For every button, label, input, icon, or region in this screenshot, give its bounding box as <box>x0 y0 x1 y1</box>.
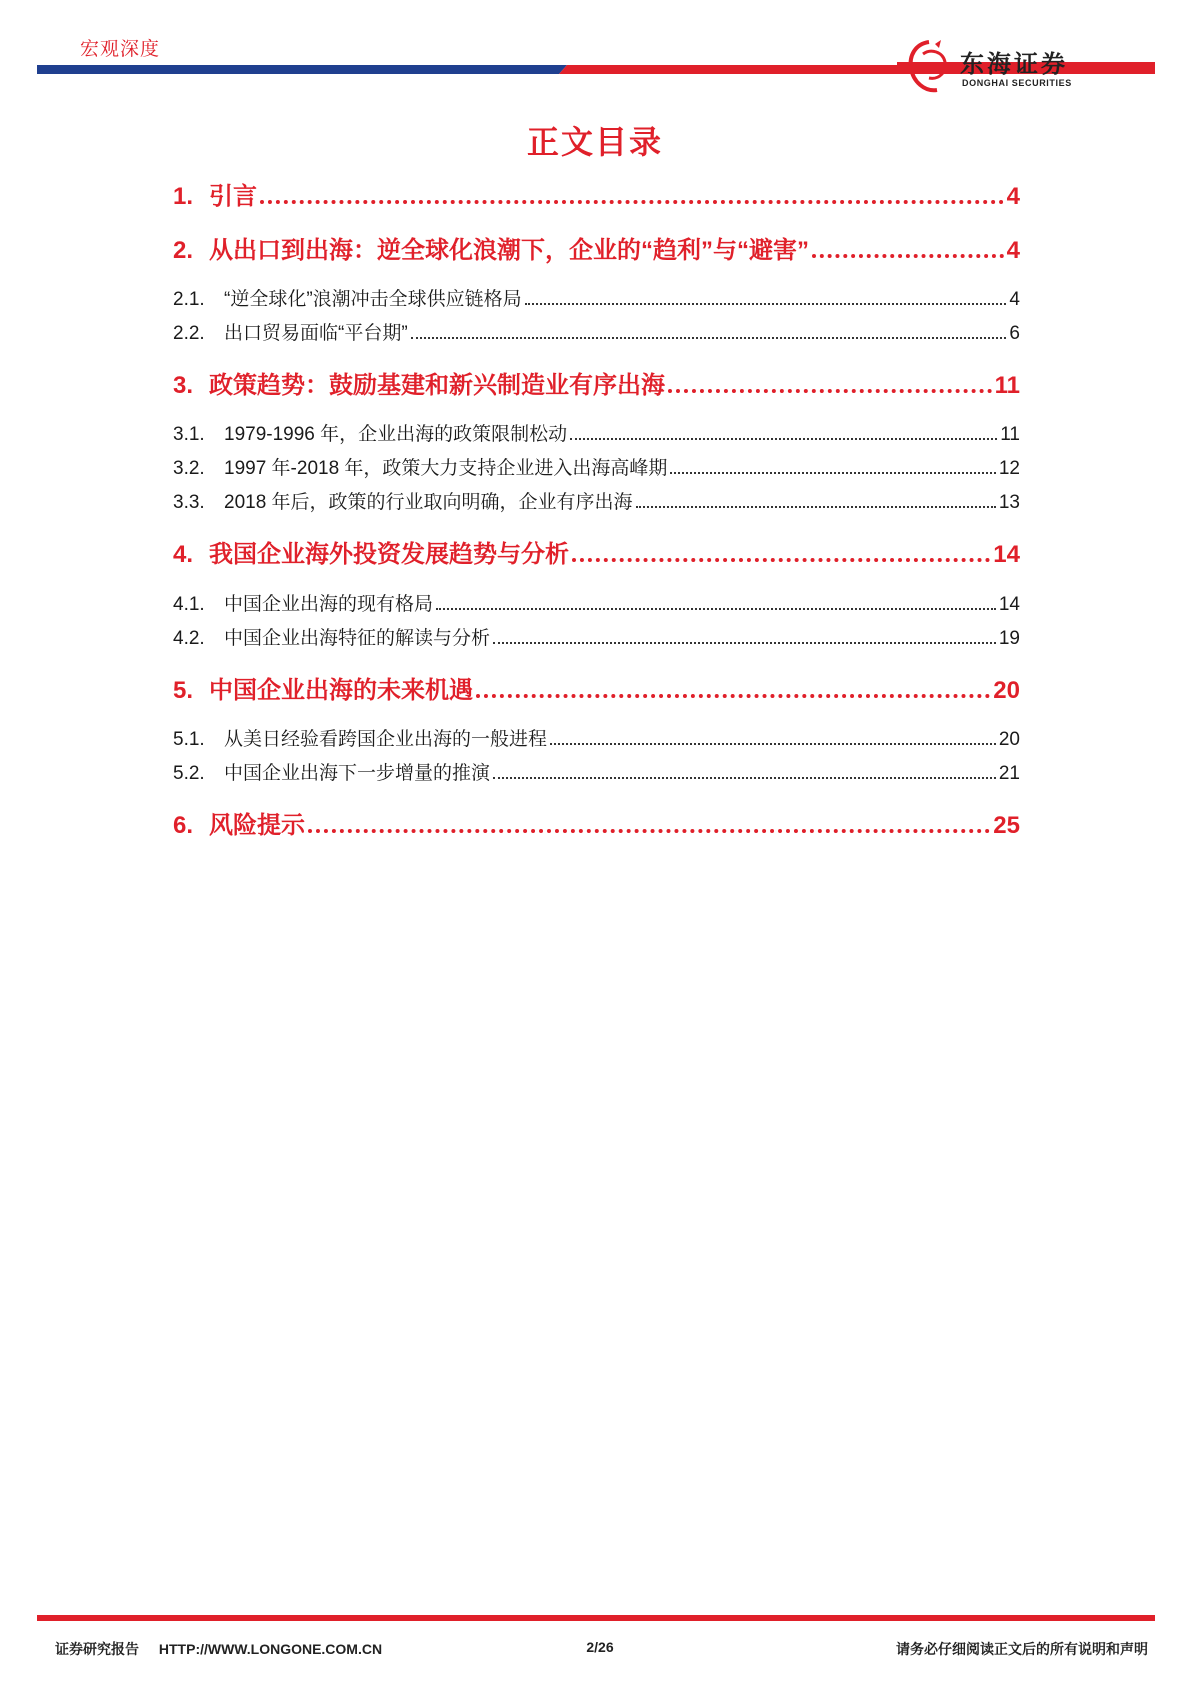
toc-entry[interactable] <box>173 534 1020 569</box>
toc-number: 4. <box>173 541 194 568</box>
toc-leader-dots <box>572 558 990 562</box>
footer-report-type: 证券研究报告 <box>55 1641 139 1657</box>
toc-number: 3. <box>173 372 194 399</box>
toc-number: 5.2. <box>173 763 205 784</box>
toc-title: 政策趋势：鼓励基建和新兴制造业有序出海 <box>209 372 665 399</box>
toc-leader-dots <box>668 389 992 393</box>
toc-leader-dots <box>493 777 996 779</box>
toc-leader-dots <box>636 506 996 508</box>
toc-page-number: 11 <box>994 372 1020 399</box>
toc-number: 1. <box>173 183 194 210</box>
toc-leader-dots <box>670 472 995 474</box>
toc-title: 1997 年-2018 年，政策大力支持企业进入出海高峰期 <box>224 458 668 479</box>
toc-leader-dots <box>550 743 996 745</box>
toc-leader-dots <box>525 303 1007 305</box>
toc-title: 引言 <box>209 183 257 210</box>
toc-title: 从美日经验看跨国企业出海的一般进程 <box>224 729 548 750</box>
toc-number: 3.3. <box>173 492 205 513</box>
toc-leader-dots <box>476 694 990 698</box>
toc-page-number: 11 <box>1000 424 1020 445</box>
toc-entry[interactable] <box>173 176 1020 211</box>
toc-title: 出口贸易面临“平台期” <box>224 323 408 344</box>
toc-leader-dots <box>436 608 996 610</box>
toc-page-number: 21 <box>998 763 1020 784</box>
header-bar-blue <box>37 65 567 74</box>
toc-entry[interactable] <box>173 758 1020 785</box>
toc-page-number: 4 <box>1006 237 1020 264</box>
toc-title: “逆全球化”浪潮冲击全球供应链格局 <box>224 289 522 310</box>
toc-entry[interactable] <box>173 487 1020 514</box>
toc-entry[interactable] <box>173 318 1020 345</box>
toc-entry[interactable] <box>173 589 1020 616</box>
toc-number: 5.1. <box>173 729 205 750</box>
toc-entry[interactable] <box>173 284 1020 311</box>
toc-page-number: 20 <box>998 729 1020 750</box>
toc-page-number: 12 <box>998 458 1020 479</box>
footer-website-link[interactable]: HTTP://WWW.LONGONE.COM.CN <box>158 1641 383 1657</box>
toc-entry[interactable] <box>173 805 1020 840</box>
toc-entry[interactable] <box>173 230 1020 265</box>
toc-leader-dots <box>812 254 1004 258</box>
toc-number: 3.1. <box>173 424 205 445</box>
toc-title: 我国企业海外投资发展趋势与分析 <box>209 541 569 568</box>
toc-number: 5. <box>173 677 194 704</box>
toc-page-number: 25 <box>993 812 1020 839</box>
footer-page-indicator: 2/26 <box>586 1639 614 1655</box>
toc-leader-dots <box>570 438 997 440</box>
toc-entry[interactable] <box>173 365 1020 400</box>
toc-page-number: 19 <box>998 628 1020 649</box>
toc-title: 2018 年后，政策的行业取向明确，企业有序出海 <box>224 492 633 513</box>
toc-number: 3.2. <box>173 458 205 479</box>
toc-leader-dots <box>411 337 1007 339</box>
toc-leader-dots <box>493 642 996 644</box>
toc-title: 中国企业出海的现有格局 <box>224 594 434 615</box>
toc-title: 中国企业出海下一步增量的推演 <box>224 763 491 784</box>
toc-title: 中国企业出海特征的解读与分析 <box>224 628 491 649</box>
toc-entry[interactable] <box>173 724 1020 751</box>
toc-number: 6. <box>173 812 194 839</box>
toc-number: 4.2. <box>173 628 205 649</box>
toc-page-number: 14 <box>998 594 1020 615</box>
toc-leader-dots <box>260 200 1004 204</box>
report-category: 宏观深度 <box>80 39 161 60</box>
toc-page-number: 20 <box>993 677 1020 704</box>
company-logo <box>905 38 1072 96</box>
dragon-emblem-icon <box>905 38 953 96</box>
toc-leader-dots <box>308 829 990 833</box>
toc-title: 风险提示 <box>209 812 305 839</box>
toc-entry[interactable] <box>173 670 1020 705</box>
toc-title: 1979-1996 年，企业出海的政策限制松动 <box>224 424 568 445</box>
logo-chinese-name: 东海证券 <box>960 51 1068 78</box>
toc-page-number: 4 <box>1006 183 1020 210</box>
toc-number: 2. <box>173 237 194 264</box>
footer-disclaimer: 请务必仔细阅读正文后的所有说明和声明 <box>896 1641 1148 1657</box>
toc-page-number: 13 <box>998 492 1020 513</box>
toc-page-number: 6 <box>1009 323 1020 344</box>
footer-divider <box>37 1615 1155 1621</box>
toc-number: 2.1. <box>173 289 205 310</box>
toc-title: 中国企业出海的未来机遇 <box>209 677 473 704</box>
toc-entry[interactable] <box>173 419 1020 446</box>
toc-page-number: 4 <box>1009 289 1020 310</box>
page-title: 正文目录 <box>526 124 663 160</box>
toc-entry[interactable] <box>173 623 1020 650</box>
toc-number: 4.1. <box>173 594 205 615</box>
toc-page-number: 14 <box>993 541 1020 568</box>
toc-title: 从出口到出海：逆全球化浪潮下，企业的“趋利”与“避害” <box>209 237 809 264</box>
toc-number: 2.2. <box>173 323 205 344</box>
toc-entry[interactable] <box>173 453 1020 480</box>
logo-english-name: DONGHAI SECURITIES <box>962 78 1072 88</box>
footer-left <box>55 1639 382 1659</box>
